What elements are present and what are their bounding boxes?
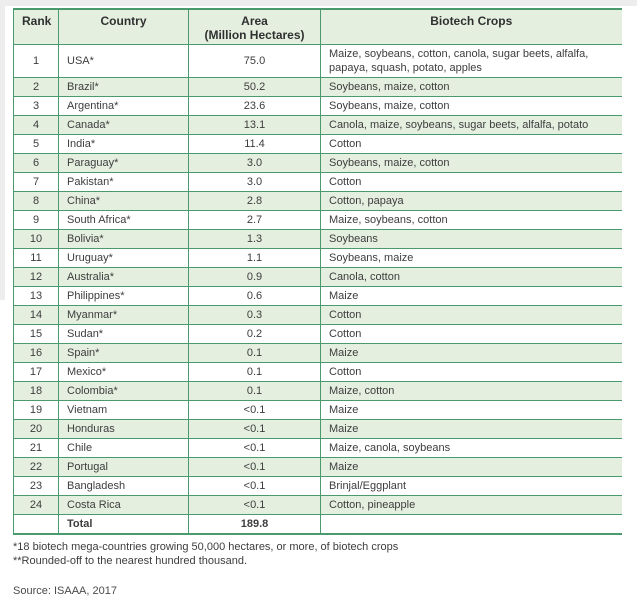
cell-area: 11.4: [189, 135, 321, 154]
cell-area: <0.1: [189, 420, 321, 439]
cell-area: 2.8: [189, 192, 321, 211]
cell-area: <0.1: [189, 477, 321, 496]
cell-area: 3.0: [189, 154, 321, 173]
cell-rank: 3: [14, 97, 59, 116]
cell-rank: 17: [14, 363, 59, 382]
total-label-cell: Total: [59, 515, 189, 535]
table-row: [14, 249, 622, 268]
cell-crops: Soybeans: [321, 230, 622, 249]
total-rank-cell: [14, 515, 59, 535]
cell-rank: 8: [14, 192, 59, 211]
header-biotech-crops: Biotech Crops: [321, 9, 622, 45]
table-footer: [14, 515, 622, 535]
cell-country: Costa Rica: [59, 496, 189, 515]
footnote-mega-countries: *18 biotech mega-countries growing 50,000 hectares, or more, of biotech crops: [13, 541, 399, 553]
page-content: [13, 8, 624, 597]
cell-rank: 6: [14, 154, 59, 173]
cell-country: Philippines*: [59, 287, 189, 306]
cell-country: Pakistan*: [59, 173, 189, 192]
cell-country: Vietnam: [59, 401, 189, 420]
cell-rank: 18: [14, 382, 59, 401]
cell-country: Australia*: [59, 268, 189, 287]
cell-rank: 21: [14, 439, 59, 458]
cell-country: Colombia*: [59, 382, 189, 401]
cell-crops: Maize, soybeans, cotton: [321, 211, 622, 230]
table-header: [14, 9, 622, 45]
header-country: Country: [59, 9, 189, 45]
cell-country: Brazil*: [59, 78, 189, 97]
table-row: [14, 154, 622, 173]
cell-rank: 12: [14, 268, 59, 287]
table-row: [14, 325, 622, 344]
table-row: [14, 268, 622, 287]
cell-crops: Maize: [321, 287, 622, 306]
cell-crops: Maize: [321, 344, 622, 363]
cell-area: 13.1: [189, 116, 321, 135]
cell-area: <0.1: [189, 458, 321, 477]
cell-rank: 5: [14, 135, 59, 154]
table-row: [14, 477, 622, 496]
cell-rank: 15: [14, 325, 59, 344]
cell-country: Paraguay*: [59, 154, 189, 173]
cell-area: 0.1: [189, 363, 321, 382]
cell-rank: 22: [14, 458, 59, 477]
table-row: [14, 306, 622, 325]
table-row: [14, 211, 622, 230]
cell-country: Spain*: [59, 344, 189, 363]
cell-area: 2.7: [189, 211, 321, 230]
cell-crops: Cotton, pineapple: [321, 496, 622, 515]
cell-country: Bangladesh: [59, 477, 189, 496]
total-area-cell: 189.8: [189, 515, 321, 535]
cell-area: 1.1: [189, 249, 321, 268]
cell-country: China*: [59, 192, 189, 211]
cell-rank: 20: [14, 420, 59, 439]
cell-area: 0.3: [189, 306, 321, 325]
table-row: [14, 363, 622, 382]
cell-area: 0.2: [189, 325, 321, 344]
cell-crops: Cotton, papaya: [321, 192, 622, 211]
page-edge-top: [0, 0, 637, 6]
biotech-crops-table: [13, 8, 622, 535]
cell-country: India*: [59, 135, 189, 154]
table-row: [14, 45, 622, 78]
cell-rank: 10: [14, 230, 59, 249]
cell-area: 0.9: [189, 268, 321, 287]
cell-area: 50.2: [189, 78, 321, 97]
cell-crops: Cotton: [321, 306, 622, 325]
cell-country: Mexico*: [59, 363, 189, 382]
cell-rank: 24: [14, 496, 59, 515]
source-citation: Source: ISAAA, 2017: [13, 585, 117, 597]
cell-crops: Maize: [321, 420, 622, 439]
cell-crops: Soybeans, maize, cotton: [321, 97, 622, 116]
cell-area: <0.1: [189, 401, 321, 420]
cell-country: Portugal: [59, 458, 189, 477]
page-edge-left: [0, 0, 5, 300]
cell-rank: 13: [14, 287, 59, 306]
footnotes: [13, 540, 624, 568]
footnote-rounding: **Rounded-off to the nearest hundred thousand.: [13, 555, 248, 567]
cell-rank: 1: [14, 45, 59, 78]
cell-crops: Cotton: [321, 135, 622, 154]
cell-area: 0.1: [189, 344, 321, 363]
cell-crops: Cotton: [321, 325, 622, 344]
cell-area: 3.0: [189, 173, 321, 192]
cell-area: 23.6: [189, 97, 321, 116]
cell-country: USA*: [59, 45, 189, 78]
cell-rank: 16: [14, 344, 59, 363]
table-row: [14, 458, 622, 477]
cell-rank: 23: [14, 477, 59, 496]
cell-country: South Africa*: [59, 211, 189, 230]
cell-country: Uruguay*: [59, 249, 189, 268]
cell-area: <0.1: [189, 439, 321, 458]
table-row: [14, 287, 622, 306]
header-area-line2: (Million Hectares): [204, 28, 305, 42]
table-row: [14, 382, 622, 401]
cell-area: 1.3: [189, 230, 321, 249]
header-area-line1: Area: [241, 14, 268, 28]
cell-rank: 2: [14, 78, 59, 97]
cell-area: 75.0: [189, 45, 321, 78]
cell-crops: Maize, canola, soybeans: [321, 439, 622, 458]
table-row: [14, 135, 622, 154]
cell-country: Sudan*: [59, 325, 189, 344]
table-row: [14, 230, 622, 249]
cell-rank: 19: [14, 401, 59, 420]
table-row: [14, 420, 622, 439]
cell-crops: Soybeans, maize, cotton: [321, 78, 622, 97]
table-row: [14, 344, 622, 363]
cell-country: Canada*: [59, 116, 189, 135]
table-row: [14, 116, 622, 135]
table-row: [14, 78, 622, 97]
cell-rank: 14: [14, 306, 59, 325]
cell-country: Argentina*: [59, 97, 189, 116]
cell-crops: Canola, maize, soybeans, sugar beets, alfalfa, potato: [321, 116, 622, 135]
cell-crops: Soybeans, maize: [321, 249, 622, 268]
cell-area: <0.1: [189, 496, 321, 515]
cell-crops: Brinjal/Eggplant: [321, 477, 622, 496]
total-row: [14, 515, 622, 535]
table-row: [14, 97, 622, 116]
cell-country: Myanmar*: [59, 306, 189, 325]
cell-country: Bolivia*: [59, 230, 189, 249]
header-row: [14, 9, 622, 45]
cell-crops: Maize: [321, 458, 622, 477]
cell-crops: Canola, cotton: [321, 268, 622, 287]
cell-rank: 11: [14, 249, 59, 268]
cell-rank: 9: [14, 211, 59, 230]
table-row: [14, 173, 622, 192]
table-row: [14, 496, 622, 515]
cell-crops: Cotton: [321, 173, 622, 192]
cell-rank: 4: [14, 116, 59, 135]
table-row: [14, 192, 622, 211]
header-area: [189, 9, 321, 45]
cell-crops: Maize, cotton: [321, 382, 622, 401]
total-crops-cell: [321, 515, 622, 535]
cell-crops: Cotton: [321, 363, 622, 382]
cell-crops: Soybeans, maize, cotton: [321, 154, 622, 173]
cell-country: Honduras: [59, 420, 189, 439]
cell-crops: Maize: [321, 401, 622, 420]
header-rank: Rank: [14, 9, 59, 45]
cell-rank: 7: [14, 173, 59, 192]
cell-area: 0.1: [189, 382, 321, 401]
table-row: [14, 401, 622, 420]
cell-crops: Maize, soybeans, cotton, canola, sugar beets, alfalfa, papaya, squash, potato, apples: [321, 45, 622, 78]
table-row: [14, 439, 622, 458]
cell-area: 0.6: [189, 287, 321, 306]
cell-country: Chile: [59, 439, 189, 458]
table-body: [14, 45, 622, 515]
